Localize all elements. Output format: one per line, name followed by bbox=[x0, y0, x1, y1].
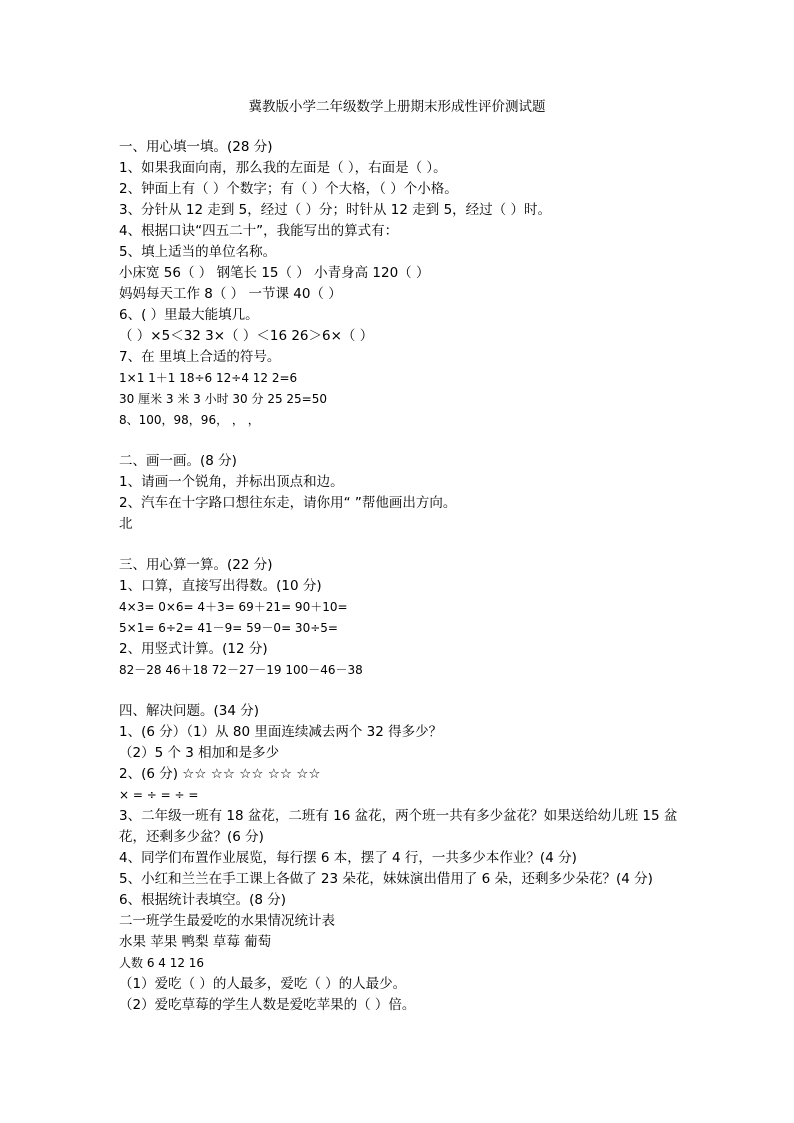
page-title: 冀教版小学二年级数学上册期末形成性评价测试题 bbox=[248, 99, 546, 115]
question-2-1: 1、请画一个锐角，并标出顶点和边。 bbox=[119, 474, 344, 490]
question-1-5-line-2: 妈妈每天工作 8（ ） 一节课 40（ ） bbox=[119, 286, 342, 302]
question-1-6: 6、( ）里最大能填几。 bbox=[119, 307, 259, 323]
question-3-2-line: 82－28 46＋18 72－27－19 100－46－38 bbox=[119, 663, 363, 677]
question-1-6-line: （ ）×5＜32 3×（ ）＜16 26＞6×（ ） bbox=[119, 328, 374, 344]
question-1-5-line-1: 小床宽 56（ ） 钢笔长 15（ ） 小青身高 120（ ） bbox=[119, 265, 430, 281]
question-4-6-part-2: （2）爱吃草莓的学生人数是爱吃苹果的（ ）倍。 bbox=[119, 997, 416, 1013]
question-4-1: 1、(6 分）（1）从 80 里面连续减去两个 32 得多少？ bbox=[119, 724, 443, 740]
question-3-1-line-2: 5×1= 6÷2= 41－9= 59－0= 30÷5= bbox=[119, 621, 338, 635]
question-4-1-part-2: （2）5 个 3 相加和是多少 bbox=[119, 745, 280, 761]
question-4-2-symbols: × = ÷ = ÷ = bbox=[119, 788, 199, 802]
table-title: 二一班学生最爱吃的水果情况统计表 bbox=[119, 913, 335, 929]
table-row-count: 人数 6 4 12 16 bbox=[119, 956, 205, 970]
question-4-4: 4、同学们布置作业展览，每行摆 6 本，摆了 4 行，一共多少本作业？(4 分) bbox=[119, 850, 577, 866]
question-1-3: 3、分针从 12 走到 5，经过（ ）分；时针从 12 走到 5，经过（ ）时。 bbox=[119, 202, 551, 218]
question-1-7-line-2: 30 厘米 3 米 3 小时 30 分 25 25=50 bbox=[119, 392, 328, 406]
question-1-2: 2、钟面上有（ ）个数字；有（ ）个大格，（ ）个小格。 bbox=[119, 181, 458, 197]
question-1-8: 8、100，98，96， ， ， bbox=[119, 413, 260, 427]
question-2-2: 2、汽车在十字路口想往东走，请你用“ ”帮他画出方向。 bbox=[119, 495, 457, 511]
section-4-heading: 四、解决问题。(34 分) bbox=[119, 703, 260, 719]
question-4-2: 2、(6 分) ☆☆ ☆☆ ☆☆ ☆☆ ☆☆ bbox=[119, 766, 321, 782]
table-row-fruit: 水果 苹果 鸭梨 草莓 葡萄 bbox=[119, 934, 272, 950]
question-4-3-continued: 花，还剩多少盆？(6 分) bbox=[119, 829, 264, 845]
question-3-1-line-1: 4×3= 0×6= 4＋3= 69＋21= 90＋10= bbox=[119, 600, 348, 614]
question-1-4: 4、根据口诀“四五二十”，我能写出的算式有： bbox=[119, 223, 399, 239]
question-4-3: 3、二年级一班有 18 盆花，二班有 16 盆花，两个班一共有多少盆花？如果送给幼儿班 15 盆 bbox=[119, 808, 678, 824]
section-1-heading: 一、用心填一填。(28 分) bbox=[119, 139, 273, 155]
question-3-2: 2、用竖式计算。(12 分) bbox=[119, 641, 268, 657]
question-1-1: 1、如果我面向南，那么我的左面是（ ），右面是（ ）。 bbox=[119, 160, 447, 176]
section-2-heading: 二、画一画。(8 分) bbox=[119, 453, 237, 469]
question-4-5: 5、小红和兰兰在手工课上各做了 23 朵花，妹妹演出借用了 6 朵，还剩多少朵花？(4 分) bbox=[119, 871, 653, 887]
question-1-7: 7、在 里填上合适的符号。 bbox=[119, 349, 281, 365]
compass-north-label: 北 bbox=[119, 516, 133, 532]
question-4-6: 6、根据统计表填空。(8 分) bbox=[119, 892, 287, 908]
question-3-1: 1、口算，直接写出得数。(10 分) bbox=[119, 578, 322, 594]
question-4-6-part-1: （1）爱吃（ ）的人最多，爱吃（ ）的人最少。 bbox=[119, 976, 407, 992]
question-1-5: 5、填上适当的单位名称。 bbox=[119, 244, 277, 260]
section-3-heading: 三、用心算一算。(22 分) bbox=[119, 557, 273, 573]
question-1-7-line-1: 1×1 1＋1 18÷6 12÷4 12 2=6 bbox=[119, 371, 298, 385]
